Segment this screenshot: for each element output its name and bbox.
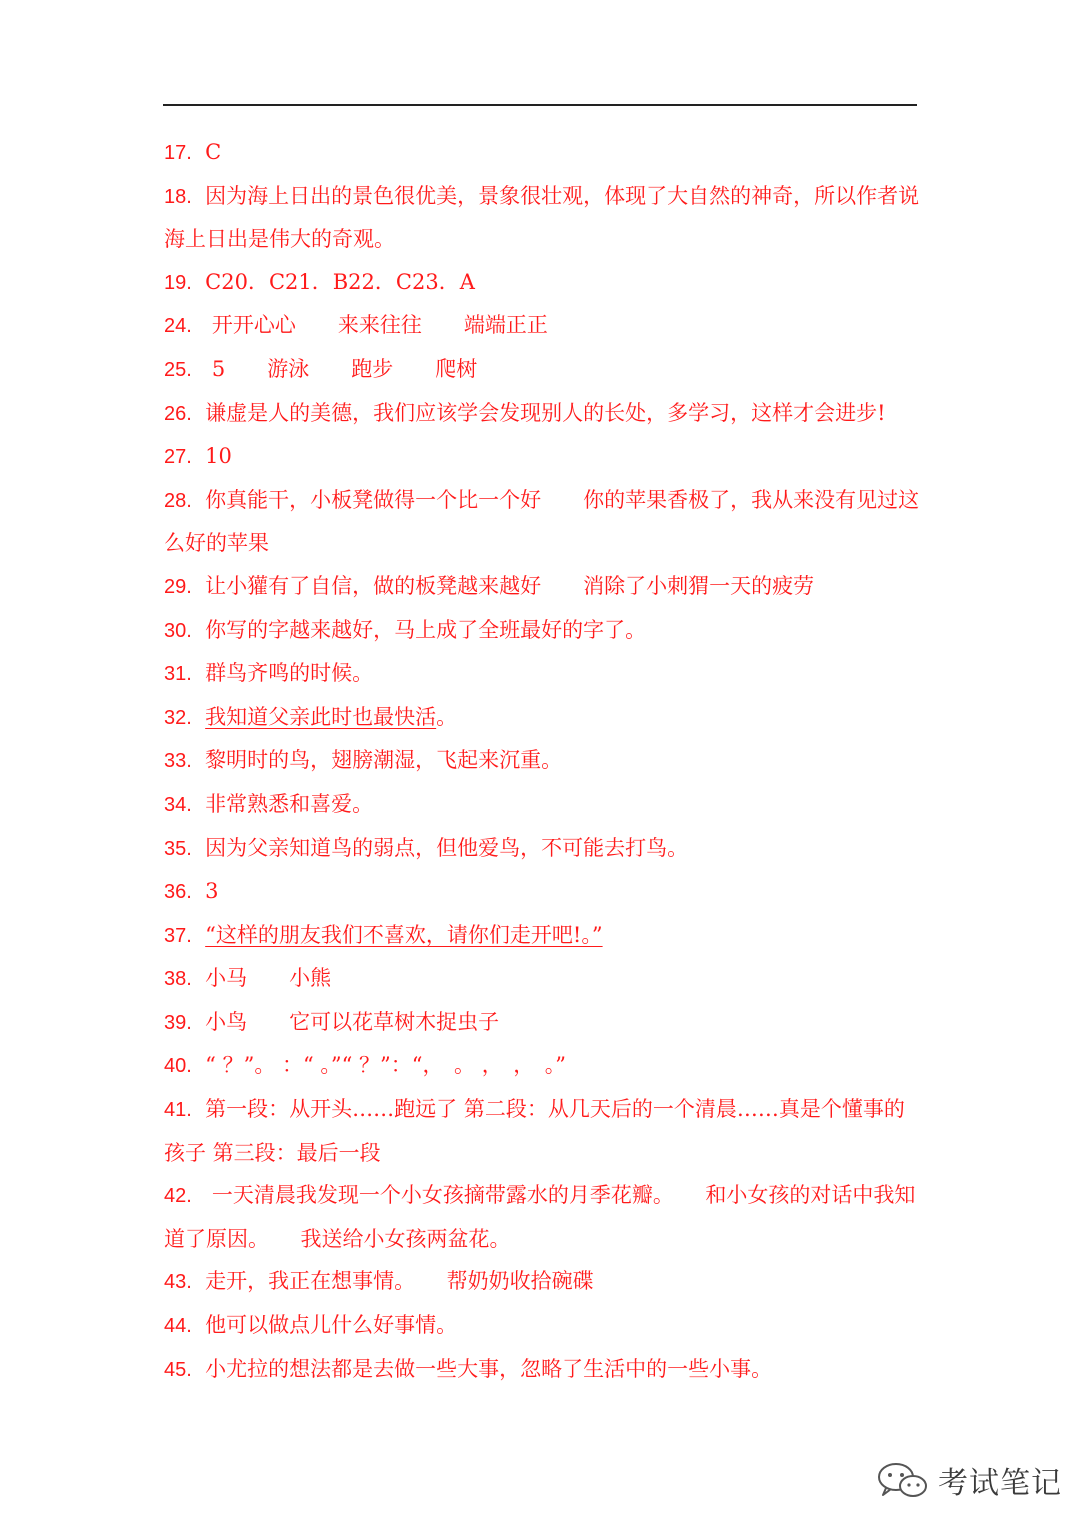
answer-item (164, 914, 920, 958)
answer-text: 5 游泳 跑步 爬树 (205, 356, 478, 381)
answer-number: 30. (164, 619, 192, 642)
answer-item (164, 131, 920, 175)
answer-item (164, 957, 920, 1001)
answer-text: 一天清晨我发现一个小女孩摘带露水的月季花瓣。 和小女孩的对话中我知道了原因。 我送给小女孩两盆花。 (164, 1183, 916, 1251)
answer-item (164, 392, 920, 436)
answer-text: 你真能干，小板凳做得一个比一个好 你的苹果香极了，我从来没有见过这么好的苹果 (164, 487, 920, 556)
answer-number: 37. (164, 924, 192, 947)
answer-text: C (205, 140, 222, 164)
answer-number: 43. (164, 1271, 192, 1294)
answer-text: 非常熟悉和喜爱。 (205, 791, 374, 816)
answer-number: 34. (164, 793, 192, 816)
answer-item (164, 739, 920, 783)
answer-number: 31. (164, 663, 192, 686)
answer-number: 33. (164, 750, 192, 773)
answer-text: 谦虚是人的美德，我们应该学会发现别人的长处，多学习，这样才会进步! (205, 400, 886, 425)
answer-item (164, 1304, 920, 1348)
answer-item (164, 652, 920, 696)
answer-item (164, 261, 920, 305)
answer-item (164, 1044, 920, 1088)
answer-item (164, 1260, 920, 1304)
answer-number: 17. (164, 142, 192, 164)
answer-item (164, 1001, 920, 1045)
answer-number: 39. (164, 1011, 192, 1034)
answer-text: 因为海上日出的景色很优美，景象很壮观，体现了大自然的神奇，所以作者说海上日出是伟大的奇观。 (164, 183, 920, 252)
answer-number: 29. (164, 575, 192, 598)
answer-text: 3 (205, 879, 219, 904)
answer-text: C20．C21．B22．C23．A (205, 269, 475, 294)
answer-number: 28. (164, 489, 192, 512)
answer-text: 群鸟齐鸣的时候。 (205, 661, 374, 686)
answer-text: “这样的朋友我们不喜欢，请你们走开吧!。” (205, 922, 603, 947)
answer-number: 36. (164, 881, 192, 904)
answer-text: 第一段：从开头……跑远了 第二段：从几天后的一个清晨……真是个懂事的孩子 第三段：最后一段 (164, 1097, 905, 1165)
header-rule (163, 104, 917, 106)
answer-item (164, 479, 920, 565)
answer-number: 38. (164, 968, 192, 991)
answer-item (164, 435, 920, 479)
answer-item (164, 696, 920, 740)
answer-number: 18. (164, 185, 192, 208)
answer-item (164, 348, 920, 392)
answer-number: 40. (164, 1055, 192, 1078)
answer-text: 他可以做点儿什么好事情。 (205, 1313, 458, 1338)
answer-text: “ ？”。 ：“ 。”“ ？”：“， 。 ， ， 。” (205, 1053, 566, 1078)
answer-text: 你写的字越来越好，马上成了全班最好的字了。 (205, 617, 647, 642)
answer-item (164, 175, 920, 261)
answer-number: 25. (164, 358, 192, 381)
answer-text: 我知道父亲此时也最快活 (205, 704, 437, 729)
answer-number: 44. (164, 1315, 192, 1338)
answer-text: 开开心心 来来往往 端端正正 (205, 313, 548, 338)
answer-number: 24. (164, 315, 192, 338)
watermark-text: 考试笔记 (938, 1466, 1062, 1501)
answer-item (164, 870, 920, 914)
answer-number: 42. (164, 1185, 192, 1208)
answer-text: 小尤拉的想法都是去做一些大事，忽略了生活中的一些小事。 (205, 1356, 773, 1381)
answer-item (164, 1088, 920, 1174)
answer-text: 黎明时的鸟，翅膀潮湿，飞起来沉重。 (205, 748, 563, 773)
answer-number: 19. (164, 271, 192, 294)
answer-text: 走开，我正在想事情。 帮奶奶收拾碗碟 (205, 1269, 594, 1294)
answer-list (164, 131, 920, 1391)
answer-item (164, 565, 920, 609)
answer-text: 让小獾有了自信，做的板凳越来越好 消除了小刺猬一天的疲劳 (205, 573, 815, 598)
wechat-icon (876, 1460, 930, 1500)
answer-number: 32. (164, 706, 192, 729)
answer-number: 35. (164, 837, 192, 860)
answer-number: 41. (164, 1099, 192, 1122)
answer-item (164, 827, 920, 871)
answer-item (164, 304, 920, 348)
answer-text: 小鸟 它可以花草树木捉虫子 (205, 1009, 500, 1034)
answer-item (164, 783, 920, 827)
answer-number: 26. (164, 402, 192, 425)
answer-text: 小马 小熊 (205, 966, 332, 991)
answer-item (164, 609, 920, 653)
answer-suffix: 。 (436, 704, 458, 729)
answer-text: 10 (205, 444, 232, 469)
answer-item (164, 1174, 920, 1260)
watermark (876, 1456, 1062, 1504)
answer-number: 45. (164, 1358, 192, 1381)
answer-text: 因为父亲知道鸟的弱点，但他爱鸟，不可能去打鸟。 (205, 835, 689, 860)
answer-item (164, 1348, 920, 1392)
answer-number: 27. (164, 446, 192, 469)
